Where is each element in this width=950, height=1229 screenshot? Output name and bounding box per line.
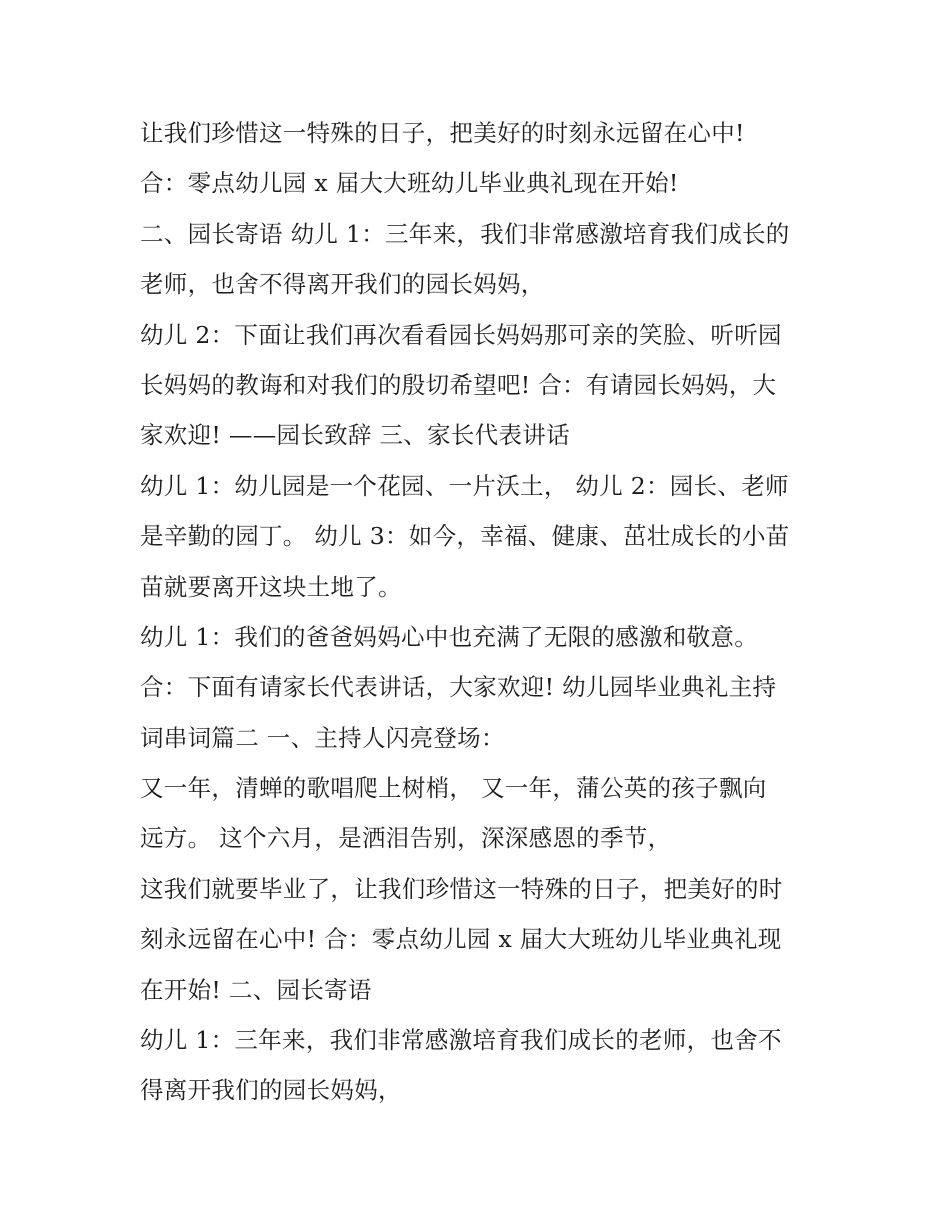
text-line-17: 刻永远留在心中! 合：零点幼儿园 x 届大大班幼儿毕业典礼现 xyxy=(140,925,782,954)
text-line-2: 合：零点幼儿园 x 届大大班幼儿毕业典礼现在开始! xyxy=(140,169,679,198)
text-line-12: 合：下面有请家长代表讲话，大家欢迎! 幼儿园毕业典礼主持 xyxy=(140,673,777,702)
text-line-20: 得离开我们的园长妈妈， xyxy=(140,1076,402,1105)
text-line-19: 幼儿 1：三年来，我们非常感激培育我们成长的老师，也舍不 xyxy=(140,1026,782,1055)
text-line-5: 幼儿 2：下面让我们再次看看园长妈妈那可亲的笑脸、听听园 xyxy=(140,320,782,349)
text-line-7: 家欢迎! ——园长致辞 三、家长代表讲话 xyxy=(140,421,570,450)
text-line-4: 老师，也舍不得离开我们的园长妈妈， xyxy=(140,270,545,299)
text-line-16: 这我们就要毕业了，让我们珍惜这一特殊的日子，把美好的时 xyxy=(140,874,783,903)
text-line-8: 幼儿 1：幼儿园是一个花园、一片沃土， 幼儿 2：园长、老师 xyxy=(140,471,789,500)
text-line-9: 是辛勤的园丁。 幼儿 3：如今，幸福、健康、茁壮成长的小苗 xyxy=(140,522,790,551)
text-line-1: 让我们珍惜这一特殊的日子，把美好的时刻永远留在心中! xyxy=(140,119,745,147)
text-line-6: 长妈妈的教诲和对我们的殷切希望吧! 合：有请园长妈妈，大 xyxy=(140,370,777,399)
text-line-18: 在开始! 二、园长寄语 xyxy=(140,975,372,1004)
document-body xyxy=(140,108,820,1116)
text-line-11: 幼儿 1：我们的爸爸妈妈心中也充满了无限的感激和敬意。 xyxy=(140,622,759,651)
text-line-13: 词串词篇二 一、主持人闪亮登场： xyxy=(140,723,505,752)
text-line-10: 苗就要离开这块土地了。 xyxy=(140,572,402,601)
text-line-3: 二、园长寄语 幼儿 1：三年来，我们非常感激培育我们成长的 xyxy=(140,219,790,248)
text-line-14: 又一年，清蝉的歌唱爬上树梢， 又一年，蒲公英的孩子飘向 xyxy=(140,774,767,803)
text-line-15: 远方。 这个六月，是洒泪告别，深深感恩的季节， xyxy=(140,824,672,853)
